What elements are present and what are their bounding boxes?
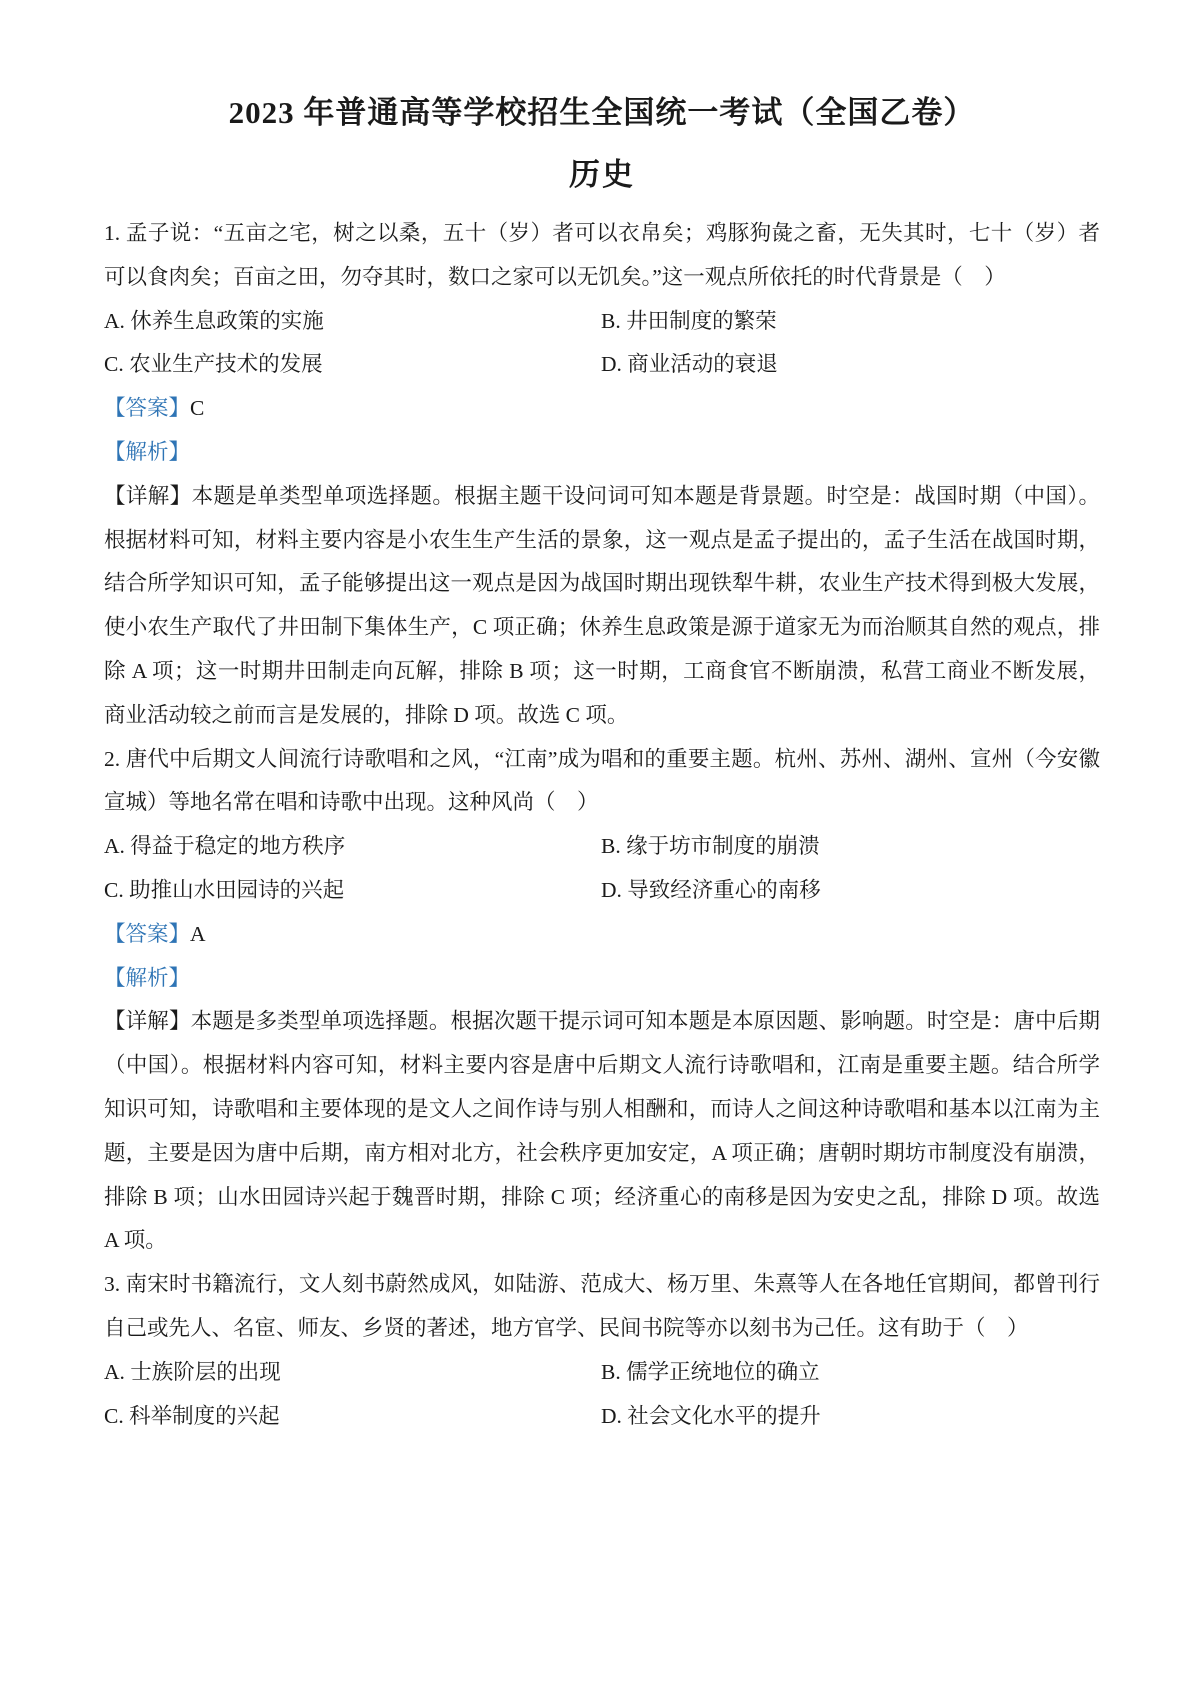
answer-label: 【答案】 <box>104 921 191 946</box>
option-c: C. 农业生产技术的发展 <box>104 352 323 377</box>
question-block-2 <box>104 738 1100 1264</box>
option-c: C. 科举制度的兴起 <box>104 1403 280 1428</box>
analysis-line <box>104 431 1100 475</box>
option-b: B. 井田制度的繁荣 <box>601 308 777 333</box>
answer-line <box>104 913 1100 957</box>
answer-value: C <box>190 396 205 421</box>
option-d: D. 导致经济重心的南移 <box>601 877 821 902</box>
analysis-line <box>104 957 1100 1001</box>
options-grid <box>104 825 1100 913</box>
question-detail: 【详解】本题是多类型单项选择题。根据次题干提示词可知本题是本原因题、影响题。时空是：唐中后期（中国）。根据材料内容可知，材料主要内容是唐中后期文人流行诗歌唱和，江南是重要主题。结合所学知识可知，诗歌唱和主要体现的是文人之间作诗与别人相酬和，而诗人之间这种诗歌唱和基本以江南为主题，主要是因为唐中后期，南方相对北方，社会秩序更加安定，A 项正确；唐朝时期坊市制度没有崩溃，排除 B 项；山水田园诗兴起于魏晋时期，排除 C 项；经济重心的南移是因为安史之乱，排除 D 项。故选 A 项。 <box>104 1009 1100 1253</box>
option-a: A. 得益于稳定的地方秩序 <box>104 834 346 859</box>
question-detail: 【详解】本题是单类型单项选择题。根据主题干设问词可知本题是背景题。时空是：战国时期（中国）。根据材料可知，材料主要内容是小农生生产生活的景象，这一观点是孟子提出的，孟子生活在战国时期，结合所学知识可知，孟子能够提出这一观点是因为战国时期出现铁犁牛耕，农业生产技术得到极大发展，使小农生产取代了井田制下集体生产，C 项正确；休养生息政策是源于道家无为而治顺其自然的观点，排除 A 项；这一时期井田制走向瓦解，排除 B 项；这一时期，工商食官不断崩溃，私营工商业不断发展，商业活动较之前而言是发展的，排除 D 项。故选 C 项。 <box>104 483 1100 727</box>
analysis-label: 【解析】 <box>104 439 191 464</box>
question-stem: 3. 南宋时书籍流行，文人刻书蔚然成风，如陆游、范成大、杨万里、朱熹等人在各地任官期间，都曾刊行自己或先人、名宦、师友、乡贤的著述，地方官学、民间书院等亦以刻书为己任。这有助于（ ） <box>104 1272 1100 1340</box>
options-grid <box>104 1351 1100 1439</box>
answer-value: A <box>190 921 206 946</box>
analysis-label: 【解析】 <box>104 965 191 990</box>
option-b: B. 儒学正统地位的确立 <box>601 1359 820 1384</box>
option-a: A. 士族阶层的出现 <box>104 1359 281 1384</box>
answer-line <box>104 387 1100 431</box>
option-c: C. 助推山水田园诗的兴起 <box>104 877 345 902</box>
option-d: D. 社会文化水平的提升 <box>601 1403 821 1428</box>
question-stem: 2. 唐代中后期文人间流行诗歌唱和之风，“江南”成为唱和的重要主题。杭州、苏州、湖州、宣州（今安徽宣城）等地名常在唱和诗歌中出现。这种风尚（ ） <box>104 746 1100 815</box>
question-block-1 <box>104 212 1100 738</box>
option-a: A. 休养生息政策的实施 <box>104 308 324 333</box>
option-d: D. 商业活动的衰退 <box>601 352 778 377</box>
answer-label: 【答案】 <box>104 396 191 421</box>
page-subtitle: 历史 <box>569 157 635 192</box>
page-title: 2023 年普通高等学校招生全国统一考试（全国乙卷） <box>228 95 976 130</box>
question-stem: 1. 孟子说：“五亩之宅，树之以桑，五十（岁）者可以衣帛矣；鸡豚狗彘之畜，无失其时，七十（岁）者可以食肉矣；百亩之田，勿夺其时，数口之家可以无饥矣。”这一观点所依托的时代背景是（ ） <box>104 221 1100 289</box>
option-b: B. 缘于坊市制度的崩溃 <box>601 834 820 859</box>
question-block-3 <box>104 1263 1100 1438</box>
options-grid <box>104 300 1100 388</box>
